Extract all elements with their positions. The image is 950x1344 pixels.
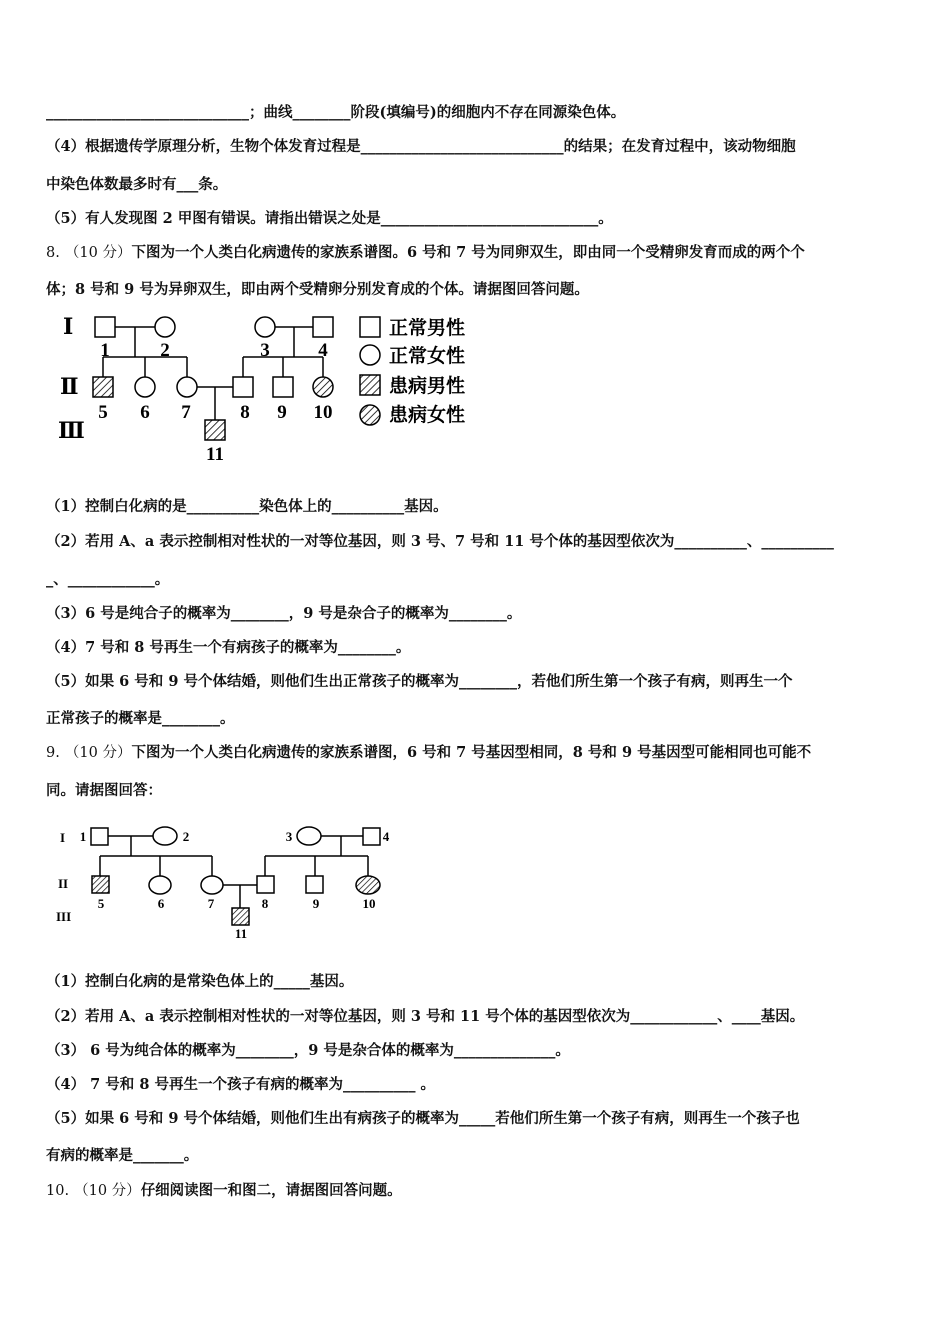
individual-2-normal-female bbox=[155, 317, 175, 337]
generation-label-1: Ⅰ bbox=[63, 314, 74, 339]
id-label-4: 4 bbox=[318, 340, 328, 361]
p2-individual-6-normal-female bbox=[149, 876, 171, 894]
id-label-3: 3 bbox=[260, 340, 270, 361]
question-10-number: 10. bbox=[46, 1183, 70, 1199]
individual-9-normal-male bbox=[273, 377, 293, 397]
question-9-text: 下图为一个人类白化病遗传的家族系谱图，6 号和 7 号基因型相同，8 号和 9 号基因型可能相同也可能不 bbox=[131, 744, 812, 761]
individual-1-normal-male bbox=[95, 317, 115, 337]
question-9-score: （10 分） bbox=[64, 745, 132, 761]
individual-3-normal-female bbox=[255, 317, 275, 337]
answer-line-q8-5-cont: 正常孩子的概率是________。 bbox=[46, 710, 235, 727]
answer-line-q7-4: （4）根据遗传学原理分析，生物个体发育过程是____________________________的结果；在发育过程中，该动物细胞 bbox=[46, 138, 796, 155]
p2-id-label-7: 7 bbox=[207, 896, 215, 911]
p2-id-label-3: 3 bbox=[285, 829, 293, 844]
p2-individual-11-affected-male bbox=[232, 908, 249, 925]
p2-id-label-11: 11 bbox=[234, 926, 248, 941]
p2-id-label-8: 8 bbox=[261, 896, 269, 911]
pedigree-chart-1 bbox=[55, 308, 475, 468]
legend-normal-female: 正常女性 bbox=[389, 346, 466, 367]
question-10-line1 bbox=[46, 1181, 402, 1201]
legend-affected-female: 患病女性 bbox=[389, 405, 466, 426]
individual-11-affected-male bbox=[205, 420, 225, 440]
question-9-number: 9. bbox=[46, 745, 60, 761]
id-label-8: 8 bbox=[240, 402, 250, 423]
generation-label-2: Ⅱ bbox=[60, 374, 79, 399]
answer-line-q9-3: （3） 6 号为纯合体的概率为________，9 号是杂合体的概率为______________。 bbox=[46, 1042, 570, 1059]
answer-line-q7-4-cont: 中染色体数最多时有___条。 bbox=[46, 176, 228, 193]
id-label-6: 6 bbox=[140, 402, 150, 423]
legend-affected-male-icon bbox=[360, 375, 380, 395]
individual-8-normal-male bbox=[233, 377, 253, 397]
p2-id-label-6: 6 bbox=[157, 896, 165, 911]
answer-line-q9-5: （5）如果 6 号和 9 号个体结婚，则他们生出有病孩子的概率为_____若他们所生第一个孩子有病，则再生一个孩子也 bbox=[46, 1110, 800, 1127]
answer-line-q9-5-cont: 有病的概率是_______。 bbox=[46, 1147, 199, 1164]
individual-4-normal-male bbox=[313, 317, 333, 337]
legend-normal-male: 正常男性 bbox=[389, 318, 466, 339]
answer-line-q8-2-cont: _、____________。 bbox=[46, 571, 170, 588]
legend-affected-male: 患病男性 bbox=[389, 376, 466, 397]
id-label-5: 5 bbox=[98, 402, 108, 423]
generation-label-III: III bbox=[56, 909, 72, 924]
answer-line-q8-1: （1）控制白化病的是__________染色体上的__________基因。 bbox=[46, 498, 448, 515]
id-label-11: 11 bbox=[206, 444, 224, 465]
p2-individual-1-normal-male bbox=[91, 828, 108, 845]
id-label-7: 7 bbox=[181, 402, 191, 423]
p2-individual-3-normal-female bbox=[297, 827, 321, 845]
p2-individual-7-normal-female bbox=[201, 876, 223, 894]
id-label-10: 10 bbox=[313, 402, 333, 423]
answer-line-q7-3-tail: ____________________________；曲线________阶段(填编号)的细胞内不存在同源染色体。 bbox=[46, 104, 626, 121]
question-8-number: 8. bbox=[46, 245, 60, 261]
individual-6-normal-female bbox=[135, 377, 155, 397]
individual-10-affected-female bbox=[313, 377, 333, 397]
id-label-2: 2 bbox=[160, 340, 170, 361]
question-10-score: （10 分） bbox=[74, 1183, 141, 1199]
pedigree-chart-2 bbox=[55, 820, 405, 942]
id-label-1: 1 bbox=[100, 340, 110, 361]
p2-individual-4-normal-male bbox=[363, 828, 380, 845]
answer-line-q9-2: （2）若用 A、a 表示控制相对性状的一对等位基因，则 3 号和 11 号个体的基因型依次为____________、____基因。 bbox=[46, 1008, 805, 1025]
id-label-9: 9 bbox=[277, 402, 287, 423]
answer-line-q9-1: （1）控制白化病的是常染色体上的_____基因。 bbox=[46, 973, 354, 990]
answer-line-q7-5: （5）有人发现图 2 甲图有错误。请指出错误之处是______________________________。 bbox=[46, 210, 613, 227]
answer-line-q8-2: （2）若用 A、a 表示控制相对性状的一对等位基因，则 3 号、7 号和 11 号个体的基因型依次为__________、__________ bbox=[46, 533, 834, 550]
legend-normal-female-icon bbox=[360, 345, 380, 365]
individual-5-affected-male bbox=[93, 377, 113, 397]
question-8-line2: 体；8 号和 9 号为异卵双生，即由两个受精卵分别发育成的个体。请据图回答问题。 bbox=[46, 281, 589, 298]
generation-label-3: Ⅲ bbox=[58, 418, 85, 443]
question-10-text: 仔细阅读图一和图二，请据图回答问题。 bbox=[140, 1182, 402, 1199]
p2-id-label-4: 4 bbox=[382, 829, 390, 844]
p2-id-label-1: 1 bbox=[79, 829, 87, 844]
legend-affected-female-icon bbox=[360, 405, 380, 425]
p2-individual-10-affected-female bbox=[356, 876, 380, 894]
question-8-line1 bbox=[46, 243, 805, 263]
generation-label-I: I bbox=[60, 830, 66, 845]
p2-id-label-5: 5 bbox=[97, 896, 105, 911]
answer-line-q8-3: （3）6 号是纯合子的概率为________，9 号是杂合子的概率为________。 bbox=[46, 605, 522, 622]
p2-id-label-10: 10 bbox=[362, 896, 376, 911]
answer-line-q8-5: （5）如果 6 号和 9 号个体结婚，则他们生出正常孩子的概率为________，若他们所生第一个孩子有病，则再生一个 bbox=[46, 673, 793, 690]
p2-individual-2-normal-female bbox=[153, 827, 177, 845]
question-8-score: （10 分） bbox=[64, 245, 132, 261]
p2-id-label-2: 2 bbox=[182, 829, 190, 844]
answer-line-q8-4: （4）7 号和 8 号再生一个有病孩子的概率为________。 bbox=[46, 639, 411, 656]
generation-label-II: II bbox=[58, 876, 69, 891]
legend-normal-male-icon bbox=[360, 317, 380, 337]
question-8-text: 下图为一个人类白化病遗传的家族系谱图。6 号和 7 号为同卵双生，即由同一个受精卵发育而成的两个个 bbox=[131, 244, 805, 261]
answer-line-q9-4: （4） 7 号和 8 号再生一个孩子有病的概率为__________ 。 bbox=[46, 1076, 436, 1093]
question-9-line1 bbox=[46, 743, 811, 763]
p2-individual-8-normal-male bbox=[257, 876, 274, 893]
question-9-line2: 同。请据图回答： bbox=[46, 782, 162, 799]
p2-individual-9-normal-male bbox=[306, 876, 323, 893]
p2-individual-5-affected-male bbox=[92, 876, 109, 893]
p2-id-label-9: 9 bbox=[312, 896, 320, 911]
individual-7-normal-female bbox=[177, 377, 197, 397]
